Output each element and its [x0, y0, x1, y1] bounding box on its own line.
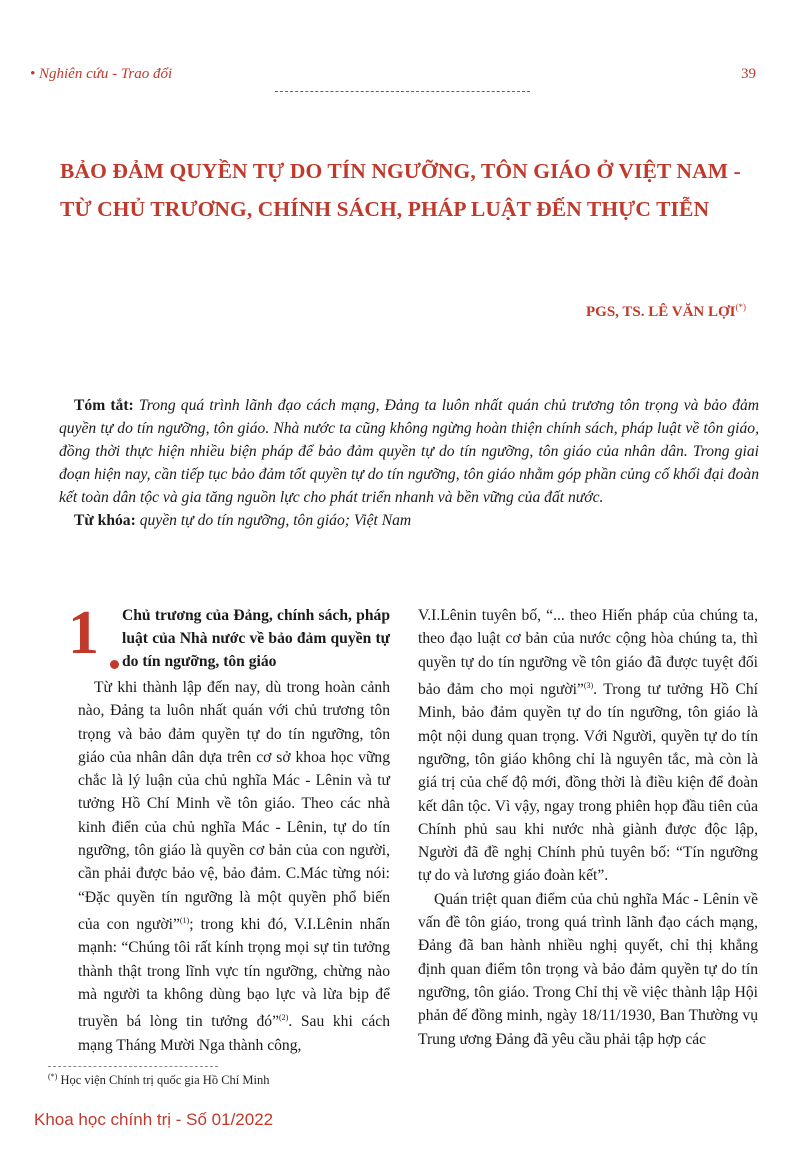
- author-footnote-mark: (*): [735, 302, 746, 312]
- body-text: Từ khi thành lập đến nay, dù trong hoàn cảnh nào, Đảng ta luôn nhất quán với chủ trương tôn trọng và bảo đảm quyền tự do tín ngưỡng, tôn giáo của nhân dân dựa trên cơ sở khoa học vững chắc là lý luận của chủ nghĩa Mác - Lênin và tư tưởng Hồ Chí Minh về tôn giáo. Theo các nhà kinh điển của chủ nghĩa Mác - Lênin, tự do tín ngưỡng, tôn giáo là quyền cơ bản của con người, cần phải được bảo vệ, bảo đảm. C.Mác từng nói: “Đặc quyền tín ngưỡng là một quyền phổ biến của con người”: [78, 679, 390, 934]
- left-column: [68, 599, 390, 1057]
- body-text: . Sau khi cách mạng Tháng Mười Nga thành công,: [78, 1013, 390, 1054]
- author: [586, 302, 746, 321]
- body-text: ; trong khi đó, V.I.Lênin nhấn mạnh: “Chúng tôi rất kính trọng mọi sự tin tưởng thành thật trong lĩnh vực tín ngưỡng, chừng nào mà người ta không dùng bạo lực và lừa bịp để truyền bá lòng tin tưởng đó”: [78, 916, 390, 1031]
- title-line-2: TỪ CHỦ TRƯƠNG, CHÍNH SÁCH, PHÁP LUẬT ĐẾN THỰC TIỄN: [60, 197, 710, 221]
- footnote-mark: (*): [48, 1072, 58, 1081]
- body-paragraph: [78, 676, 390, 1057]
- section-number: 1: [68, 599, 99, 667]
- abstract-paragraph: [59, 394, 759, 509]
- section-heading-text: Chủ trương của Đảng, chính sách, pháp luật của Nhà nước về bảo đảm quyền tự do tín ngưỡng, tôn giáo: [122, 607, 390, 670]
- ref-mark: (1): [179, 915, 190, 925]
- keywords-text: quyền tự do tín ngưỡng, tôn giáo; Việt Nam: [135, 512, 412, 529]
- footnote-text: Học viện Chính trị quốc gia Hồ Chí Minh: [57, 1073, 270, 1088]
- page-number: 39: [741, 66, 756, 82]
- body-text: . Trong tư tưởng Hồ Chí Minh, bảo đảm quyền tự do tín ngưỡng, tôn giáo là một nội dung quan trọng. Với Người, quyền tự do tín ngưỡng, tôn giáo không chỉ là nguyên tắc, mà còn là giá trị của chế độ mới, đồng thời là điều kiện để đoàn kết dân tộc. Vì vậy, ngay trong phiên họp đầu tiên của Chính phủ sau khi nước nhà giành được độc lập, Người đã đề nghị Chính phủ tuyên bố: “Tín ngưỡng tự do và lương giáo đoàn kết”.: [418, 681, 758, 885]
- keywords-paragraph: [59, 509, 759, 532]
- bullet-dot-icon: [110, 660, 119, 669]
- running-header: [30, 66, 756, 90]
- body-text: V.I.Lênin tuyên bố, “... theo Hiến pháp của chúng ta, theo đạo luật cơ bản của nước cộng hòa chúng ta, thì quyền tự do tín ngưỡng về tôn giáo đã được tuyệt đối bảo đảm cho mọi người”: [418, 607, 758, 699]
- footnote: [48, 1072, 269, 1088]
- right-column: [418, 604, 758, 1051]
- ref-mark: (2): [279, 1013, 289, 1023]
- abstract-text: Trong quá trình lãnh đạo cách mạng, Đảng ta luôn nhất quán chủ trương tôn trọng và bảo đảm quyền tự do tín ngưỡng, tôn giáo. Nhà nước ta cũng không ngừng hoàn thiện chính sách, pháp luật về tôn giáo, đồng thời thực hiện nhiều biện pháp để bảo đảm quyền tự do tín ngưỡng, tôn giáo của nhân dân. Trong giai đoạn hiện nay, cần tiếp tục bảo đảm tốt quyền tự do tín ngưỡng, tôn giáo nhằm góp phần củng cố khối đại đoàn kết toàn dân tộc và gia tăng nguồn lực cho phát triển nhanh và bền vững của đất nước.: [59, 397, 760, 506]
- section-heading: [68, 599, 390, 676]
- footnote-divider: [48, 1066, 218, 1067]
- abstract: [59, 394, 759, 532]
- section-label: • Nghiên cứu - Trao đổi: [30, 66, 173, 82]
- keywords-label: Từ khóa:: [74, 512, 136, 529]
- ref-mark: (3): [583, 680, 594, 690]
- article-title: [60, 152, 780, 228]
- author-name: PGS, TS. LÊ VĂN LỢI: [586, 304, 736, 320]
- body-paragraph: Quán triệt quan điểm của chủ nghĩa Mác - Lênin về vấn đề tôn giáo, trong quá trình lãnh đạo cách mạng, Đảng đã ban hành nhiều nghị quyết, chỉ thị khẳng định quan điểm tôn trọng và bảo đảm quyền tự do tín ngưỡng, tôn giáo. Trong Chỉ thị về việc thành lập Hội phản đế đồng minh, ngày 18/11/1930, Ban Thường vụ Trung ương Đảng đã yêu cầu phải tập hợp các: [418, 890, 758, 1048]
- body-paragraph: [418, 604, 758, 888]
- abstract-label: Tóm tắt:: [74, 397, 134, 414]
- journal-footer: Khoa học chính trị - Số 01/2022: [34, 1110, 274, 1129]
- header-divider: [275, 91, 530, 92]
- title-line-1: BẢO ĐẢM QUYỀN TỰ DO TÍN NGƯỠNG, TÔN GIÁO Ở VIỆT NAM -: [60, 159, 741, 183]
